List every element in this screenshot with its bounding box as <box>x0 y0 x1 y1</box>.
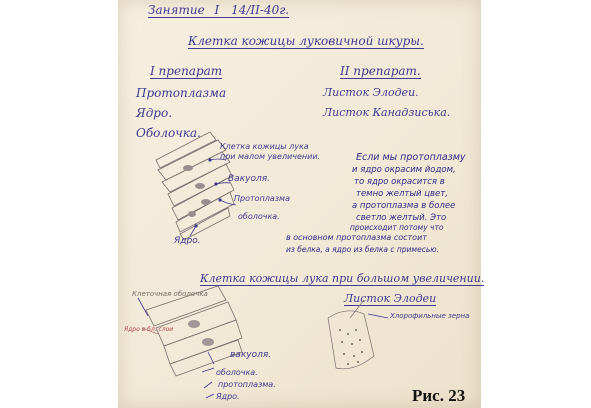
elodea-label: Листок Элодеи <box>344 292 437 305</box>
note-line: темно желтый цвет, <box>356 189 448 199</box>
left-item-3: Оболочка. <box>136 126 201 140</box>
label-vacuole-2: вакуоля. <box>230 350 272 360</box>
note-line: в основном протоплазма состоит <box>286 233 427 242</box>
label-nucleus: Ядро. <box>174 236 201 246</box>
left-column-heading: I препарат <box>150 64 223 78</box>
note-line: а протоплазма в более <box>352 201 456 211</box>
left-item-1: Протоплазма <box>136 86 227 100</box>
label-membrane-2: оболочка. <box>216 368 258 377</box>
note-line: то ядро окрасится в <box>354 177 445 187</box>
right-item-1: Листок Элодеи. <box>323 86 419 99</box>
left-item-2: Ядро. <box>136 106 173 120</box>
label-nucleus-2: Ядро. <box>216 392 240 401</box>
note-line: происходит потому что <box>350 223 444 232</box>
figure-caption: Рис. 23 <box>412 386 466 405</box>
right-item-2: Листок Канадзиська. <box>323 106 451 119</box>
drawing1-caption-line2: при малом увеличении. <box>220 152 321 161</box>
notebook-page <box>118 0 485 408</box>
drawing1-caption-line1: Клетка кожицы лука <box>220 142 309 151</box>
label-membrane: оболочка. <box>238 212 280 221</box>
label-chlorophyll: Хлорофильные зерна <box>390 312 470 320</box>
lesson-date: 14/II-40г. <box>231 3 290 17</box>
lesson-number: I <box>214 3 220 17</box>
label-protoplasm-2: протоплазма. <box>218 380 276 389</box>
note-line: и ядро окрасим йодом, <box>352 165 456 175</box>
label-protoplasm: Протоплазма <box>234 194 290 203</box>
high-magnification-title: Клетка кожицы лука при большом увеличении. <box>200 272 485 285</box>
lesson-label: Занятие <box>148 3 205 17</box>
page-title: Клетка кожицы луковичной шкуры. <box>188 34 424 48</box>
right-column-heading: II препарат. <box>340 64 421 78</box>
note-line: Если мы протоплазму <box>356 152 466 163</box>
onion-cell-drawing-high <box>118 0 481 408</box>
label-cell-membrane: Клеточная оболочка <box>132 290 208 298</box>
note-line: из белка, а ядро из белка с примесью. <box>286 245 439 254</box>
label-vacuole: Вакуоля. <box>228 174 270 184</box>
note-line: светло желтый. Это <box>356 213 447 223</box>
label-nucleus-parts: Ядро в бл. слои <box>124 326 174 333</box>
